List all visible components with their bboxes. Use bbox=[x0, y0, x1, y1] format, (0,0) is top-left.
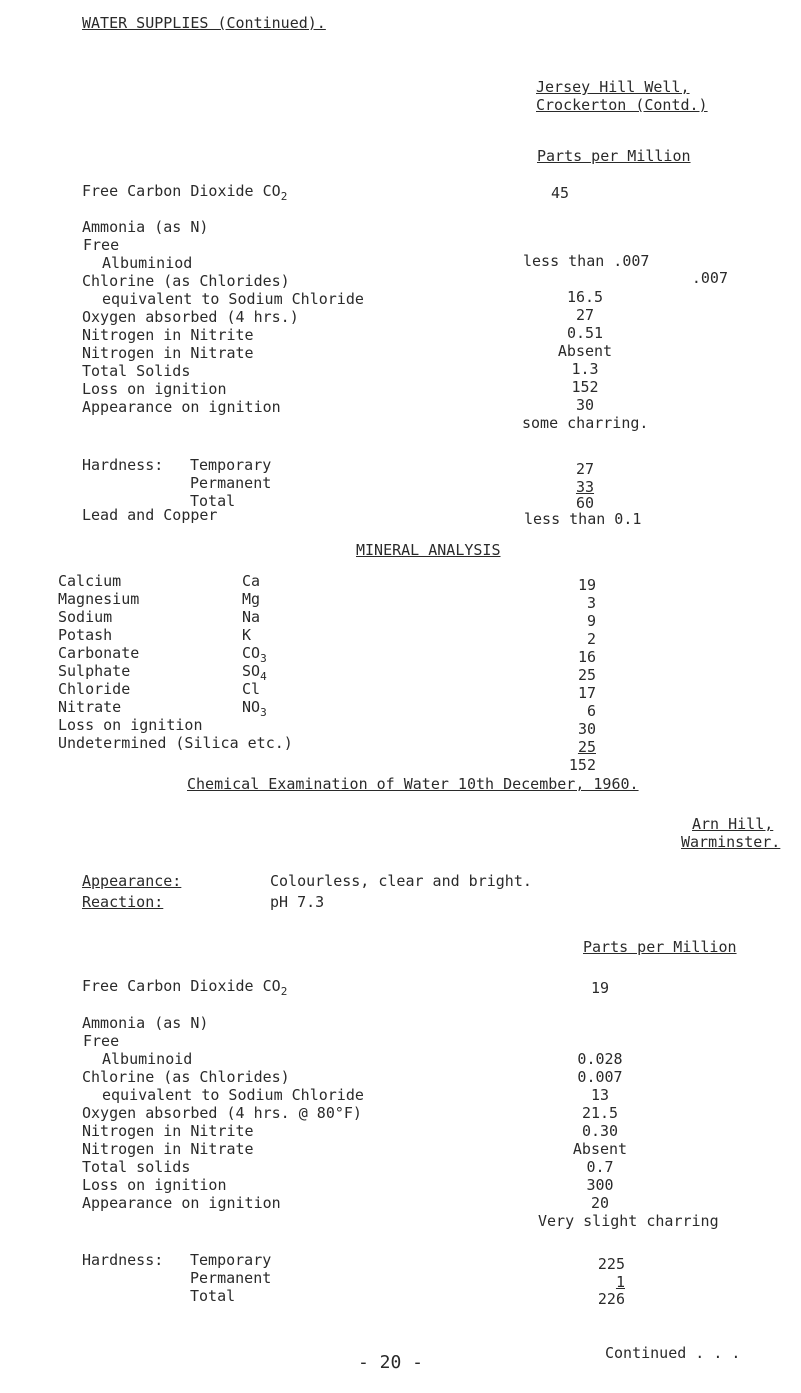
value: 21.5 bbox=[581, 1104, 619, 1122]
value: 0.51 bbox=[566, 324, 604, 342]
param-label: Nitrogen in Nitrite bbox=[82, 326, 254, 344]
mineral-name: Nitrate bbox=[58, 698, 122, 716]
free-co2-label: Free Carbon Dioxide $CO_2$ bbox=[82, 977, 288, 998]
value: 30 bbox=[575, 396, 595, 414]
mineral-symbol: Mg bbox=[242, 590, 261, 608]
hardness-item: Temporary bbox=[190, 1251, 272, 1269]
free-co2-value: 19 bbox=[590, 979, 610, 997]
units-heading: Parts per Million bbox=[583, 938, 737, 956]
hardness-items bbox=[190, 456, 271, 510]
page-number: - 20 - bbox=[358, 1352, 424, 1373]
param-label: equivalent to Sodium Chloride bbox=[102, 1086, 364, 1104]
value: Very slight charring bbox=[538, 1212, 719, 1230]
value: 1.3 bbox=[571, 360, 599, 378]
location-name: Jersey Hill Well, bbox=[536, 78, 690, 96]
param-label: Ammonia (as N) bbox=[82, 218, 209, 236]
param-label: Nitrogen in Nitrate bbox=[82, 344, 254, 362]
param-label: Total solids bbox=[82, 1158, 191, 1176]
hardness-value: 27 bbox=[575, 460, 595, 478]
param-label: Albuminiod bbox=[102, 254, 193, 272]
mineral-analysis-title: MINERAL ANALYSIS bbox=[356, 541, 501, 559]
value: Absent bbox=[557, 342, 613, 360]
location-subname: Warminster. bbox=[681, 833, 781, 851]
hardness-total: 226 bbox=[597, 1290, 625, 1308]
param-label: Chlorine (as Chlorides) bbox=[82, 1068, 290, 1086]
param-label: Oxygen absorbed (4 hrs. @ 80°F) bbox=[82, 1104, 362, 1122]
param-label: Ammonia (as N) bbox=[82, 1014, 209, 1032]
appearance-value: Colourless, clear and bright. bbox=[270, 872, 532, 890]
value: 13 bbox=[590, 1086, 610, 1104]
continued-note: Continued . . . bbox=[605, 1344, 741, 1362]
value: 152 bbox=[571, 378, 599, 396]
units-heading: Parts per Million bbox=[537, 147, 691, 165]
reaction-value: pH 7.3 bbox=[270, 893, 325, 911]
hardness-item: Temporary bbox=[190, 456, 272, 474]
mineral-value: 17 bbox=[577, 684, 596, 702]
value: .007 bbox=[691, 269, 728, 287]
mineral-name: Calcium bbox=[58, 572, 122, 590]
param-label: Oxygen absorbed (4 hrs.) bbox=[82, 308, 299, 326]
value: Absent bbox=[572, 1140, 628, 1158]
hardness-item: Permanent bbox=[190, 474, 272, 492]
lead-copper-label: Lead and Copper bbox=[82, 506, 218, 524]
param-label: Nitrogen in Nitrate bbox=[82, 1140, 254, 1158]
params-list bbox=[82, 218, 364, 416]
value: less than .007 bbox=[523, 252, 650, 270]
lead-copper-value: less than 0.1 bbox=[524, 510, 642, 528]
value: 0.007 bbox=[577, 1068, 623, 1086]
mineral-value: 3 bbox=[586, 594, 596, 612]
value: some charring. bbox=[522, 414, 649, 432]
value: 16.5 bbox=[566, 288, 604, 306]
hardness-total: 60 bbox=[575, 494, 595, 512]
mineral-value: 19 bbox=[577, 576, 596, 594]
param-label: Nitrogen in Nitrite bbox=[82, 1122, 254, 1140]
mineral-name: Chloride bbox=[58, 680, 131, 698]
mineral-value: 6 bbox=[586, 702, 596, 720]
param-label: Free bbox=[83, 1032, 120, 1050]
param-label: Albuminoid bbox=[102, 1050, 193, 1068]
free-co2-label: Free Carbon Dioxide $CO_2$ bbox=[82, 182, 288, 203]
mineral-symbol: K bbox=[242, 626, 252, 644]
hardness-items bbox=[190, 1251, 271, 1305]
hardness-value: 225 bbox=[597, 1255, 625, 1273]
param-label: Total Solids bbox=[82, 362, 191, 380]
hardness-item: Total bbox=[190, 1287, 236, 1305]
param-label: Free bbox=[83, 236, 120, 254]
hardness-item: Permanent bbox=[190, 1269, 272, 1287]
mineral-symbol: Cl bbox=[242, 680, 261, 698]
params-list bbox=[82, 1014, 364, 1212]
mineral-symbol: $SO_4$ bbox=[242, 662, 267, 683]
mineral-value: 9 bbox=[586, 612, 596, 630]
examination-title: Chemical Examination of Water 10th December, 1960. bbox=[187, 775, 639, 793]
mineral-values bbox=[560, 576, 596, 756]
value: 27 bbox=[575, 306, 595, 324]
param-label: Chlorine (as Chlorides) bbox=[82, 272, 290, 290]
param-label: Loss on ignition bbox=[82, 1176, 227, 1194]
undetermined-label: Undetermined (Silica etc.) bbox=[58, 734, 293, 752]
mineral-symbol: Na bbox=[242, 608, 261, 626]
mineral-name: Sodium bbox=[58, 608, 113, 626]
param-label: Appearance on ignition bbox=[82, 1194, 281, 1212]
reaction-label: Reaction: bbox=[82, 893, 164, 911]
mineral-symbol: $NO_3$ bbox=[242, 698, 267, 719]
page-header: WATER SUPPLIES (Continued). bbox=[82, 14, 326, 32]
mineral-symbol: Ca bbox=[242, 572, 261, 590]
mineral-name: Sulphate bbox=[58, 662, 131, 680]
loss-on-ignition-value: 30 bbox=[577, 720, 596, 738]
mineral-symbol: $CO_3$ bbox=[242, 644, 267, 665]
value: 0.028 bbox=[577, 1050, 623, 1068]
value: 20 bbox=[590, 1194, 610, 1212]
mineral-value: 16 bbox=[577, 648, 596, 666]
mineral-name: Magnesium bbox=[58, 590, 140, 608]
mineral-value: 2 bbox=[586, 630, 596, 648]
appearance-label: Appearance: bbox=[82, 872, 182, 890]
free-co2-value: 45 bbox=[550, 184, 570, 202]
location-subname: Crockerton (Contd.) bbox=[536, 96, 708, 114]
value: 0.7 bbox=[586, 1158, 614, 1176]
mineral-total: 152 bbox=[568, 756, 596, 774]
hardness-value: 33 bbox=[575, 478, 595, 496]
mineral-symbols bbox=[242, 572, 267, 719]
hardness-label: Hardness: bbox=[82, 456, 164, 474]
mineral-name: Carbonate bbox=[58, 644, 140, 662]
param-label: Appearance on ignition bbox=[82, 398, 281, 416]
param-label: equivalent to Sodium Chloride bbox=[102, 290, 364, 308]
value: 300 bbox=[586, 1176, 614, 1194]
undetermined-value: 25 bbox=[577, 738, 596, 756]
hardness-item: Total bbox=[190, 492, 236, 510]
hardness-label: Hardness: bbox=[82, 1251, 164, 1269]
hardness-value: 1 bbox=[615, 1273, 625, 1291]
location-name: Arn Hill, bbox=[692, 815, 774, 833]
mineral-name: Potash bbox=[58, 626, 113, 644]
mineral-value: 25 bbox=[577, 666, 596, 684]
value: 0.30 bbox=[581, 1122, 619, 1140]
param-label: Loss on ignition bbox=[82, 380, 227, 398]
loss-on-ignition-label: Loss on ignition bbox=[58, 716, 203, 734]
